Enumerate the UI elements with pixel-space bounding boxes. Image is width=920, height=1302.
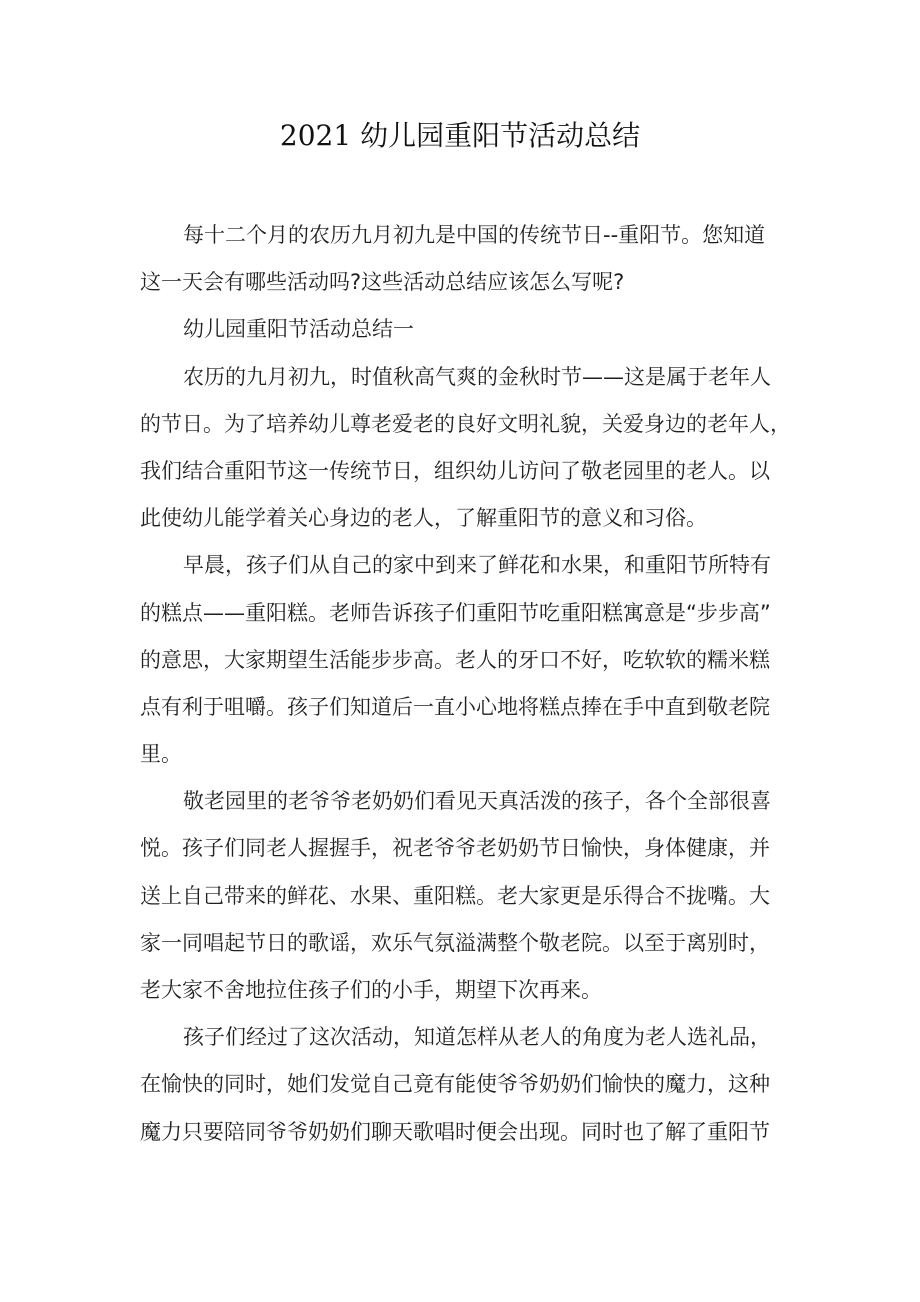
text-line: 在愉快的同时，她们发觉自己竟有能使爷爷奶奶们愉快的魔力，这种 xyxy=(140,1072,770,1097)
text-line: 孩子们经过了这次活动，知道怎样从老人的角度为老人选礼品， xyxy=(183,1025,771,1050)
text-line: 我们结合重阳节这一传统节日，组织幼儿访问了敬老园里的老人。以 xyxy=(140,458,770,483)
text-line: 里。 xyxy=(140,742,182,767)
text-line: 的糕点——重阳糕。老师告诉孩子们重阳节吃重阳糕寓意是“步步高” xyxy=(140,600,771,625)
text-line: 每十二个月的农历九月初九是中国的传统节日--重阳节。您知道 xyxy=(183,223,766,247)
document-title: 2021 幼儿园重阳节活动总结 xyxy=(279,119,641,152)
text-line: 早晨，孩子们从自己的家中到来了鲜花和水果，和重阳节所特有 xyxy=(183,553,771,578)
text-line: 老大家不舍地拉住孩子们的小手，期望下次再来。 xyxy=(140,978,602,1002)
text-line: 悦。孩子们同老人握握手，祝老爷爷老奶奶节日愉快，身体健康，并 xyxy=(140,836,770,861)
document-body xyxy=(140,216,800,1160)
text-line: 送上自己带来的鲜花、水果、重阳糕。老大家更是乐得合不拢嘴。大 xyxy=(140,883,770,908)
text-line: 此使幼儿能学着关心身边的老人，了解重阳节的意义和习俗。 xyxy=(140,506,707,531)
text-line: 魔力只要陪同爷爷奶奶们聊天歌唱时便会出现。同时也了解了重阳节 xyxy=(140,1119,770,1144)
text-line: 点有利于咀嚼。孩子们知道后一直小心地将糕点捧在手中直到敬老院 xyxy=(140,694,770,719)
section-heading: 幼儿园重阳节活动总结一 xyxy=(183,317,414,342)
text-line: 敬老园里的老爷爷老奶奶们看见天真活泼的孩子，各个全部很喜 xyxy=(183,789,771,814)
text-line: 的意思，大家期望生活能步步高。老人的牙口不好，吃软软的糯米糕 xyxy=(140,647,770,672)
text-line: 的节日。为了培养幼儿尊老爱老的良好文明礼貌，关爱身边的老年人， xyxy=(140,411,791,436)
text-line: 这一天会有哪些活动吗?这些活动总结应该怎么写呢? xyxy=(140,270,625,295)
text-line: 农历的九月初九，时值秋高气爽的金秋时节——这是属于老年人 xyxy=(183,364,771,389)
text-line: 家一同唱起节日的歌谣，欢乐气氛溢满整个敬老院。以至于离别时， xyxy=(140,930,770,955)
